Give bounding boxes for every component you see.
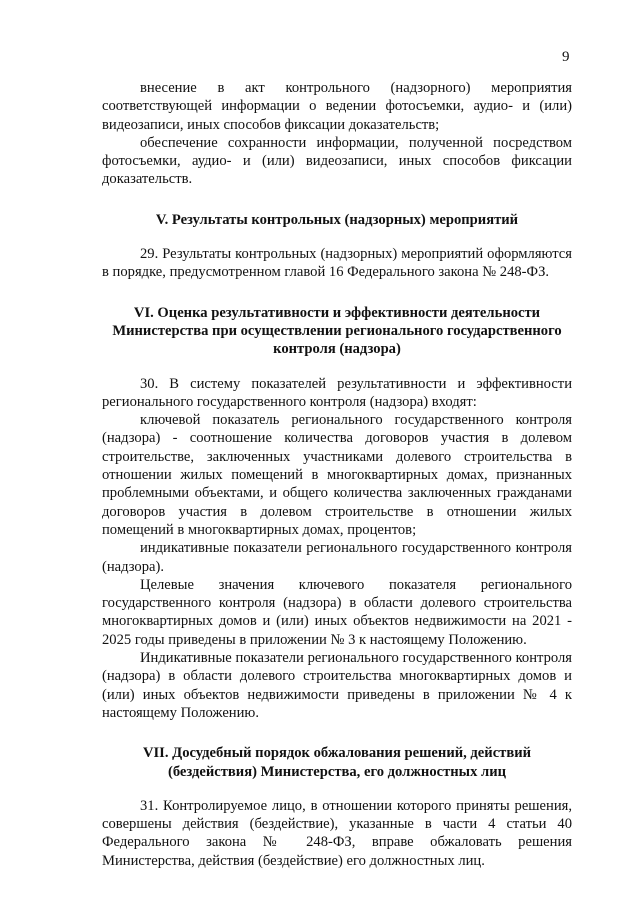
- section-heading-v: V. Результаты контрольных (надзорных) мероприятий: [155, 211, 519, 228]
- paragraph-31: 31. Контролируемое лицо, в отношении которого приняты решения, совершены действия (бездействие), указанные в части 4 статьи 40 Федерального закона № 248-ФЗ, вправе обжаловать решения Министерства, действия (бездействие) его должностных лиц.: [102, 797, 572, 869]
- paragraph-target-values: Целевые значения ключевого показателя регионального государственного контроля (надзора) в области долевого строительства многоквартирных домов и (или) иных объектов недвижимости на 2021 - 2025 годы приведены в приложении № 3 к настоящему Положению.: [102, 576, 572, 648]
- paragraph-indicative-indicators: индикативные показатели регионального государственного контроля (надзора).: [102, 540, 572, 575]
- page-number: 9: [562, 49, 570, 65]
- paragraph-indicative-appendix: Индикативные показатели регионального государственного контроля (надзора) в области долевого строительства многоквартирных домов и (или) иных объектов недвижимости приведены в приложении № 4 к настоящему Положению.: [102, 650, 572, 721]
- section-heading-vii: VII. Досудебный порядок обжалования решений, действий (бездействия) Министерства, его должностных лиц: [142, 745, 532, 780]
- paragraph-photo-record: внесение в акт контрольного (надзорного) мероприятия соответствующей информации о ведении фотосъемки, аудио- и (или) видеозаписи, иных способов фиксации доказательств;: [102, 80, 572, 133]
- paragraph-key-indicator: ключевой показатель регионального государственного контроля (надзора) - соотношение количества договоров участия в долевом строительстве, заключенных участниками долевого строительства в отношении жилых помещений в многоквартирных домах, признанных проблемными объектами, и общего количества заключенных гражданами договоров участия в долевом строительстве в отношении жилых помещений в многоквартирных домах, процентов;: [102, 412, 572, 538]
- paragraph-29: 29. Результаты контрольных (надзорных) мероприятий оформляются в порядке, предусмотренном главой 16 Федерального закона № 248-ФЗ.: [102, 246, 572, 281]
- paragraph-30: 30. В систему показателей результативности и эффективности регионального государственного контроля (надзора) входят:: [102, 375, 572, 410]
- paragraph-evidence-storage: обеспечение сохранности информации, полученной посредством фотосъемки, аудио- и (или) видеозаписи, иных способов фиксации доказательств.: [102, 134, 572, 188]
- section-heading-vi: VI. Оценка результативности и эффективности деятельности Министерства при осуществлении регионального государственного контроля (надзора): [112, 304, 562, 358]
- document-body: [102, 79, 572, 870]
